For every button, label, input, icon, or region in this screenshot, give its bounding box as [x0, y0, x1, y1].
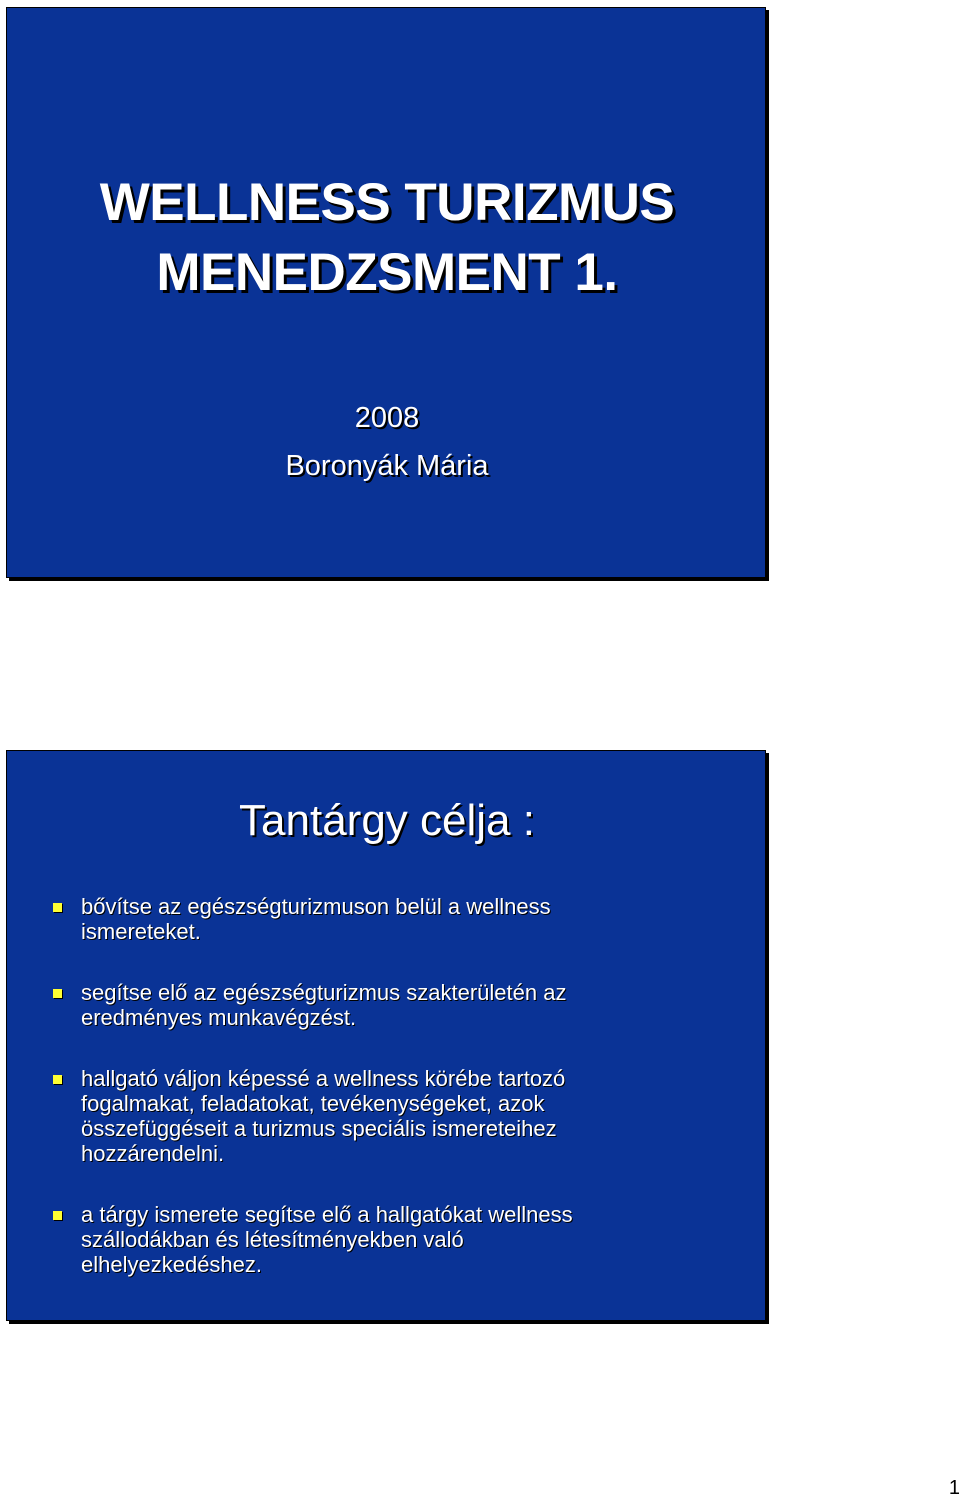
page-number: 1	[948, 1477, 960, 1499]
year-text: 2008	[354, 402, 420, 434]
bullet-line: hallgató váljon képessé a wellness körébe tartozó	[81, 1066, 566, 1091]
square-bullet-icon	[53, 1075, 62, 1084]
slide-title	[7, 168, 767, 308]
bullet-line: hozzárendelni.	[81, 1141, 225, 1166]
square-bullet-icon	[53, 989, 62, 998]
title-slide	[6, 7, 766, 578]
slide-heading: Tantárgy célja :	[239, 796, 535, 845]
bullet-list	[51, 894, 751, 1313]
bullet-line: a tárgy ismerete segítse elő a hallgatókat wellness	[81, 1202, 573, 1227]
bullet-item	[51, 980, 751, 1030]
bullet-line: elhelyezkedéshez.	[81, 1252, 263, 1277]
square-bullet-icon	[53, 1211, 62, 1220]
slide-title-line-2: MENEDZSMENT 1.	[156, 243, 618, 302]
bullet-line: fogalmakat, feladatokat, tevékenységeket, azok	[81, 1091, 545, 1116]
author-text: Boronyák Mária	[285, 450, 489, 482]
objectives-slide	[6, 750, 766, 1321]
square-bullet-icon	[53, 903, 62, 912]
slide-title-line-1: WELLNESS TURIZMUS	[99, 173, 675, 232]
slide-subtitle	[7, 394, 767, 490]
bullet-line: ismereteket.	[81, 919, 201, 944]
bullet-line: szállodákban és létesítményekben való	[81, 1227, 464, 1252]
bullet-line: bővítse az egészségturizmuson belül a wellness	[81, 894, 551, 919]
bullet-line: összefüggéseit a turizmus speciális ismereteihez	[81, 1116, 557, 1141]
bullet-item	[51, 1202, 751, 1277]
bullet-item	[51, 1066, 751, 1166]
bullet-line: eredményes munkavégzést.	[81, 1005, 357, 1030]
bullet-line: segítse elő az egészségturizmus szakterületén az	[81, 980, 567, 1005]
bullet-item	[51, 894, 751, 944]
